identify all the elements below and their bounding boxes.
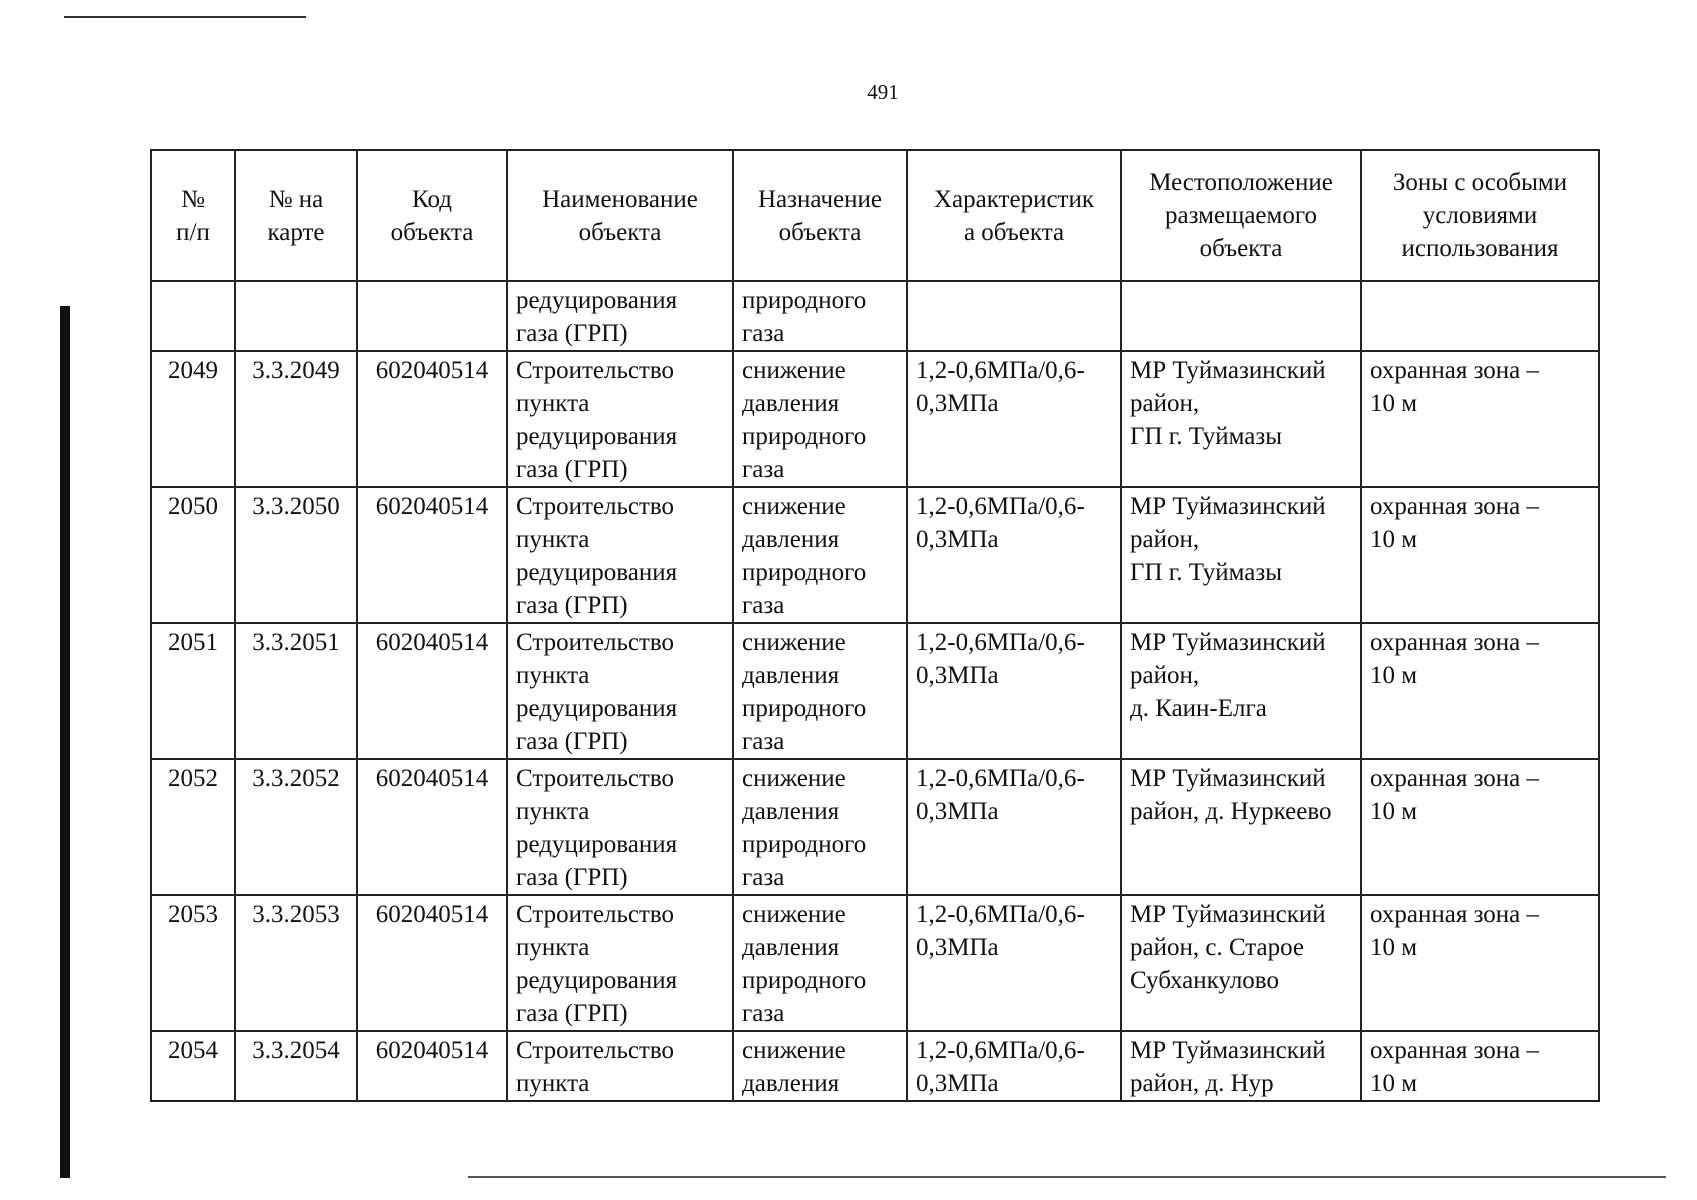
cell-zone — [1361, 623, 1599, 759]
cell-name-line: газа (ГРП) — [516, 456, 628, 483]
cell-name-line: Строительство — [516, 901, 675, 928]
cell-zone-line: 10 м — [1370, 798, 1418, 825]
cell-characteristic-line: 0,3МПа — [916, 798, 999, 825]
cell-location — [1121, 487, 1361, 623]
cell-zone-line: охранная зона – — [1370, 1037, 1540, 1064]
cell-num: 2053 — [151, 895, 235, 1031]
header-characteristic-line: Характеристик — [933, 185, 1094, 213]
header-num-line: № — [181, 185, 205, 213]
cell-purpose-line: снижение — [742, 765, 846, 792]
cell-name-line: редуцирования — [516, 423, 678, 450]
cell-characteristic-line: 1,2-0,6МПа/0,6- — [916, 1037, 1085, 1064]
cell-code: 602040514 — [357, 1031, 507, 1101]
header-zone-line: условиями — [1422, 202, 1538, 229]
cell-purpose — [733, 759, 907, 895]
cell-characteristic — [907, 623, 1121, 759]
cell-code — [357, 281, 507, 351]
scan-edge-bar — [60, 306, 70, 1178]
cell-zone-line: охранная зона – — [1370, 629, 1540, 656]
header-num-line: п/п — [176, 218, 210, 246]
cell-purpose-line: давления — [742, 1070, 840, 1097]
cell-characteristic-line: 1,2-0,6МПа/0,6- — [916, 493, 1085, 520]
header-row — [151, 150, 1599, 281]
table-row-continuation — [151, 281, 1599, 351]
header-map-num-line: карте — [267, 218, 325, 246]
cell-characteristic — [907, 759, 1121, 895]
cell-code: 602040514 — [357, 351, 507, 487]
cell-purpose-line: природного — [742, 559, 867, 586]
cell-map-num — [235, 281, 357, 351]
header-characteristic — [907, 150, 1121, 281]
cell-purpose-line: давления — [742, 934, 840, 961]
cell-name-line: редуцирования — [516, 695, 678, 722]
cell-purpose-line: природного — [742, 831, 867, 858]
cell-location-line: ГП г. Туймазы — [1130, 423, 1283, 450]
cell-characteristic — [907, 1031, 1121, 1101]
table-row — [151, 1031, 1599, 1101]
cell-purpose-line: давления — [742, 798, 840, 825]
cell-zone-line: 10 м — [1370, 526, 1418, 553]
cell-characteristic-line: 0,3МПа — [916, 934, 999, 961]
cell-location-line: МР Туймазинский — [1130, 629, 1326, 656]
cell-location — [1121, 281, 1361, 351]
cell-location — [1121, 759, 1361, 895]
cell-zone-line: 10 м — [1370, 662, 1418, 689]
cell-purpose-line: природного — [742, 287, 867, 314]
cell-num — [151, 281, 235, 351]
cell-location — [1121, 623, 1361, 759]
cell-purpose-line: газа — [742, 864, 785, 891]
cell-characteristic — [907, 351, 1121, 487]
cell-name-line: редуцирования — [516, 967, 678, 994]
cell-location-line: МР Туймазинский — [1130, 1037, 1326, 1064]
header-name-line: Наименование — [542, 185, 698, 213]
header-zone-line: Зоны с особыми — [1392, 169, 1568, 196]
cell-code: 602040514 — [357, 623, 507, 759]
header-code-line: объекта — [390, 218, 474, 246]
cell-name-line: редуцирования — [516, 831, 678, 858]
cell-name — [507, 1031, 733, 1101]
cell-purpose-line: давления — [742, 662, 840, 689]
cell-characteristic-line: 1,2-0,6МПа/0,6- — [916, 765, 1085, 792]
cell-name-line: Строительство — [516, 629, 675, 656]
cell-map-num: 3.3.2050 — [235, 487, 357, 623]
cell-name-line: пункта — [516, 390, 590, 417]
header-zone — [1361, 150, 1599, 281]
cell-location-line: Субханкулово — [1130, 967, 1279, 994]
top-rule — [64, 16, 306, 18]
cell-name-line: Строительство — [516, 1037, 675, 1064]
cell-purpose-line: снижение — [742, 629, 846, 656]
table-header — [151, 150, 1599, 281]
cell-name-line: газа (ГРП) — [516, 864, 628, 891]
header-map-num-line: № на — [268, 185, 324, 213]
cell-purpose — [733, 487, 907, 623]
cell-name-line: пункта — [516, 526, 590, 553]
cell-zone-line: 10 м — [1370, 934, 1418, 961]
header-name — [507, 150, 733, 281]
cell-zone — [1361, 281, 1599, 351]
cell-characteristic — [907, 895, 1121, 1031]
cell-purpose-line: газа — [742, 592, 785, 619]
cell-name — [507, 351, 733, 487]
cell-characteristic — [907, 487, 1121, 623]
cell-purpose-line: снижение — [742, 901, 846, 928]
cell-purpose-line: природного — [742, 967, 867, 994]
table-row — [151, 623, 1599, 759]
cell-num: 2050 — [151, 487, 235, 623]
page-number: 491 — [867, 80, 899, 104]
cell-purpose-line: газа — [742, 456, 785, 483]
header-purpose-line: объекта — [778, 218, 862, 246]
cell-characteristic-line: 0,3МПа — [916, 1070, 999, 1097]
cell-location-line: МР Туймазинский — [1130, 901, 1326, 928]
cell-purpose — [733, 1031, 907, 1101]
cell-code: 602040514 — [357, 487, 507, 623]
cell-name-line: газа (ГРП) — [516, 320, 628, 347]
cell-location-line: МР Туймазинский — [1130, 493, 1326, 520]
cell-num: 2051 — [151, 623, 235, 759]
cell-name — [507, 487, 733, 623]
cell-purpose-line: природного — [742, 695, 867, 722]
cell-name-line: Строительство — [516, 357, 675, 384]
cell-purpose-line: давления — [742, 526, 840, 553]
header-purpose-line: Назначение — [757, 185, 883, 213]
cell-location-line: МР Туймазинский — [1130, 357, 1326, 384]
cell-purpose-line: газа — [742, 728, 785, 755]
cell-code: 602040514 — [357, 895, 507, 1031]
header-code — [357, 150, 507, 281]
cell-num: 2049 — [151, 351, 235, 487]
objects-table — [150, 149, 1600, 1102]
header-location-line: размещаемого — [1165, 202, 1317, 229]
header-location-line: Местоположение — [1149, 169, 1333, 196]
cell-map-num: 3.3.2049 — [235, 351, 357, 487]
cell-zone — [1361, 1031, 1599, 1101]
cell-zone-line: охранная зона – — [1370, 357, 1540, 384]
cell-location — [1121, 895, 1361, 1031]
cell-location-line: д. Каин-Елга — [1130, 695, 1267, 722]
cell-location-line: район, — [1130, 390, 1200, 417]
table-row — [151, 895, 1599, 1031]
cell-characteristic — [907, 281, 1121, 351]
cell-purpose — [733, 351, 907, 487]
cell-name-line: газа (ГРП) — [516, 728, 628, 755]
table-body — [151, 281, 1599, 1101]
cell-name-line: Строительство — [516, 493, 675, 520]
cell-name-line: редуцирования — [516, 287, 678, 314]
cell-location-line: район, — [1130, 662, 1200, 689]
header-map-num — [235, 150, 357, 281]
cell-name-line: пункта — [516, 798, 590, 825]
cell-location — [1121, 351, 1361, 487]
cell-name — [507, 623, 733, 759]
header-purpose — [733, 150, 907, 281]
cell-zone-line: 10 м — [1370, 390, 1418, 417]
cell-zone — [1361, 351, 1599, 487]
cell-name-line: пункта — [516, 1070, 590, 1097]
header-name-line: объекта — [578, 218, 662, 246]
cell-location-line: район, д. Нур — [1130, 1070, 1274, 1097]
cell-location-line: район, — [1130, 526, 1200, 553]
cell-location-line: район, д. Нуркеево — [1130, 798, 1332, 825]
cell-characteristic-line: 0,3МПа — [916, 526, 999, 553]
cell-zone-line: охранная зона – — [1370, 765, 1540, 792]
cell-characteristic-line: 1,2-0,6МПа/0,6- — [916, 901, 1085, 928]
cell-code: 602040514 — [357, 759, 507, 895]
cell-location-line: МР Туймазинский — [1130, 765, 1326, 792]
table-row — [151, 351, 1599, 487]
cell-name — [507, 281, 733, 351]
cell-zone-line: 10 м — [1370, 1070, 1418, 1097]
table-row — [151, 759, 1599, 895]
cell-purpose — [733, 895, 907, 1031]
cell-characteristic-line: 1,2-0,6МПа/0,6- — [916, 629, 1085, 656]
cell-characteristic-line: 1,2-0,6МПа/0,6- — [916, 357, 1085, 384]
header-location-line: объекта — [1199, 235, 1283, 262]
cell-purpose-line: снижение — [742, 493, 846, 520]
cell-map-num: 3.3.2051 — [235, 623, 357, 759]
cell-name-line: Строительство — [516, 765, 675, 792]
cell-location-line: район, с. Старое — [1130, 934, 1305, 961]
bottom-rule — [468, 1176, 1666, 1178]
cell-num: 2054 — [151, 1031, 235, 1101]
cell-name-line: газа (ГРП) — [516, 1000, 628, 1027]
cell-purpose-line: природного — [742, 423, 867, 450]
cell-characteristic-line: 0,3МПа — [916, 390, 999, 417]
cell-zone — [1361, 895, 1599, 1031]
cell-name-line: газа (ГРП) — [516, 592, 628, 619]
cell-name-line: пункта — [516, 934, 590, 961]
cell-location — [1121, 1031, 1361, 1101]
cell-name-line: пункта — [516, 662, 590, 689]
cell-purpose-line: давления — [742, 390, 840, 417]
header-characteristic-line: а объекта — [963, 218, 1065, 246]
cell-purpose-line: газа — [742, 320, 785, 347]
cell-map-num: 3.3.2053 — [235, 895, 357, 1031]
header-code-line: Код — [412, 185, 452, 213]
cell-name — [507, 895, 733, 1031]
cell-purpose-line: снижение — [742, 357, 846, 384]
cell-characteristic-line: 0,3МПа — [916, 662, 999, 689]
cell-map-num: 3.3.2054 — [235, 1031, 357, 1101]
cell-purpose-line: снижение — [742, 1037, 846, 1064]
cell-zone-line: охранная зона – — [1370, 901, 1540, 928]
table-row — [151, 487, 1599, 623]
cell-name — [507, 759, 733, 895]
cell-purpose — [733, 623, 907, 759]
cell-purpose-line: газа — [742, 1000, 785, 1027]
cell-purpose — [733, 281, 907, 351]
header-location — [1121, 150, 1361, 281]
cell-zone — [1361, 487, 1599, 623]
cell-num: 2052 — [151, 759, 235, 895]
header-num — [151, 150, 235, 281]
cell-zone — [1361, 759, 1599, 895]
cell-zone-line: охранная зона – — [1370, 493, 1540, 520]
header-zone-line: использования — [1401, 235, 1559, 262]
cell-map-num: 3.3.2052 — [235, 759, 357, 895]
cell-location-line: ГП г. Туймазы — [1130, 559, 1283, 586]
cell-name-line: редуцирования — [516, 559, 678, 586]
